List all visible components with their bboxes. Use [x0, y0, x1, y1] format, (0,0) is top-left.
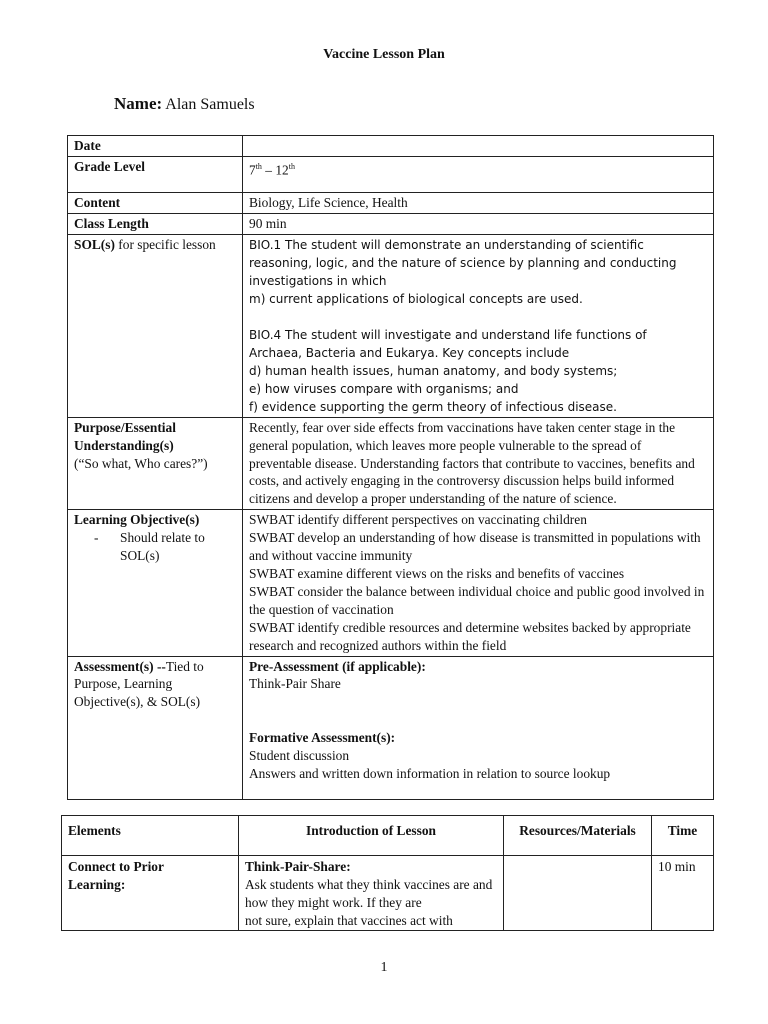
- table-row: [68, 136, 714, 157]
- sol-value: [243, 234, 714, 417]
- resources-cell: [504, 856, 652, 931]
- assessment-label: [68, 656, 243, 799]
- page-number: 1: [380, 960, 388, 975]
- objective-sub: [74, 529, 236, 565]
- content-value: Biology, Life Science, Health: [243, 192, 714, 213]
- objective-item: SWBAT identify different perspectives on vaccinating children: [249, 512, 587, 528]
- table-row: [68, 234, 714, 417]
- header-time: Time: [652, 816, 714, 856]
- objective-label: [68, 510, 243, 656]
- purpose-label-line: Purpose/Essential: [74, 419, 176, 435]
- objective-label-text: Learning Objective(s): [74, 512, 200, 528]
- grade-to-sup: th: [288, 161, 295, 171]
- sol-line: BIO.4 The student will investigate and understand life functions of: [249, 327, 647, 342]
- formative-line: Student discussion: [249, 748, 350, 764]
- grade-from-sup: th: [255, 161, 262, 171]
- date-label: Date: [68, 136, 243, 157]
- class-length-label: Class Length: [68, 213, 243, 234]
- purpose-label: [68, 417, 243, 510]
- time-cell: 10 min: [652, 856, 714, 931]
- table-row: [68, 192, 714, 213]
- content-label: Content: [68, 192, 243, 213]
- document-title: Vaccine Lesson Plan: [323, 47, 445, 62]
- pre-assessment-heading: Pre-Assessment (if applicable):: [249, 658, 426, 674]
- sol-label-bold: SOL(s): [74, 236, 115, 252]
- purpose-value: Recently, fear over side effects from vaccinations have taken center stage in the general population, which leaves more people vulnerable to the spread of preventable disease. Understanding factors that contribute to vaccines, benefits and costs, and actively engaging in the controversy discussion helps build informed citizens and develop a proper understanding of the nature of science.: [243, 417, 714, 510]
- table-row: [62, 856, 714, 931]
- element-line: Learning:: [68, 876, 126, 892]
- dash-bullet: -: [94, 530, 99, 546]
- objective-item: SWBAT consider the balance between individual choice and public good involved in the question of vaccination: [249, 583, 705, 617]
- purpose-label-note: (“So what, Who cares?”): [74, 455, 208, 471]
- name-value: Alan Samuels: [165, 96, 255, 113]
- objective-item: SWBAT identify credible resources and determine websites backed by appropriate research and recognized authors within the field: [249, 619, 691, 653]
- table-row: [68, 417, 714, 510]
- spacer: [249, 693, 707, 711]
- sol-label-rest: for specific lesson: [114, 236, 216, 252]
- table-header-row: [62, 816, 714, 856]
- header-introduction: Introduction of Lesson: [239, 816, 504, 856]
- objective-sub-line: SOL(s): [120, 548, 160, 564]
- purpose-label-line: Understanding(s): [74, 437, 174, 453]
- sol-line: Archaea, Bacteria and Eukarya. Key concepts include: [249, 345, 570, 360]
- objective-sub-line: Should relate to: [120, 530, 205, 546]
- lesson-info-table: [67, 135, 714, 800]
- intro-heading: Think-Pair-Share:: [245, 859, 351, 874]
- assessment-label-rest: Tied to Purpose, Learning Objective(s), & SOL(s): [74, 658, 204, 710]
- intro-text-cut: not sure, explain that vaccines act with: [245, 912, 453, 928]
- class-length-value: 90 min: [243, 213, 714, 234]
- element-connect-prior: [62, 856, 239, 931]
- sol-line: reasoning, logic, and the nature of science by planning and conducting: [249, 255, 677, 270]
- assessment-label-bold: Assessment(s) --: [74, 658, 166, 674]
- grade-level-value: [243, 156, 714, 192]
- intro-text: Ask students what they think vaccines are and how they might work. If they are: [245, 876, 493, 910]
- sol-line: e) how viruses compare with organisms; and: [249, 381, 519, 396]
- formative-line: Answers and written down information in relation to source lookup: [249, 766, 611, 782]
- table-row: [68, 510, 714, 656]
- grade-to: – 12: [261, 162, 289, 178]
- objective-value: [243, 510, 714, 656]
- objective-item: SWBAT develop an understanding of how disease is transmitted in populations with and without vaccine immunity: [249, 530, 701, 564]
- sol-label: [68, 234, 243, 417]
- lesson-elements-table: [61, 815, 714, 931]
- sol-line: BIO.1 The student will demonstrate an understanding of scientific: [249, 237, 644, 252]
- sol-line: m) current applications of biological concepts are used.: [249, 291, 583, 306]
- sol-line: f) evidence supporting the germ theory of infectious disease.: [249, 399, 617, 414]
- table-row: [68, 656, 714, 799]
- spacer: [249, 711, 707, 729]
- header-elements: Elements: [62, 816, 239, 856]
- header-resources: Resources/Materials: [504, 816, 652, 856]
- name-line: [114, 94, 255, 114]
- objective-item: SWBAT examine different views on the risks and benefits of vaccines: [249, 565, 625, 581]
- table-row: [68, 213, 714, 234]
- grade-level-label: Grade Level: [68, 156, 243, 192]
- element-line: Connect to Prior: [68, 859, 164, 874]
- formative-heading: Formative Assessment(s):: [249, 730, 396, 746]
- grade-from: 7: [249, 162, 256, 178]
- date-value: [243, 136, 714, 157]
- spacer: [249, 308, 707, 326]
- sol-line: investigations in which: [249, 273, 387, 288]
- name-label: Name:: [114, 94, 163, 113]
- table-row: [68, 156, 714, 192]
- sol-line: d) human health issues, human anatomy, and body systems;: [249, 363, 618, 378]
- assessment-value: [243, 656, 714, 799]
- pre-assessment-text: Think-Pair Share: [249, 676, 341, 692]
- intro-cell: [239, 856, 504, 931]
